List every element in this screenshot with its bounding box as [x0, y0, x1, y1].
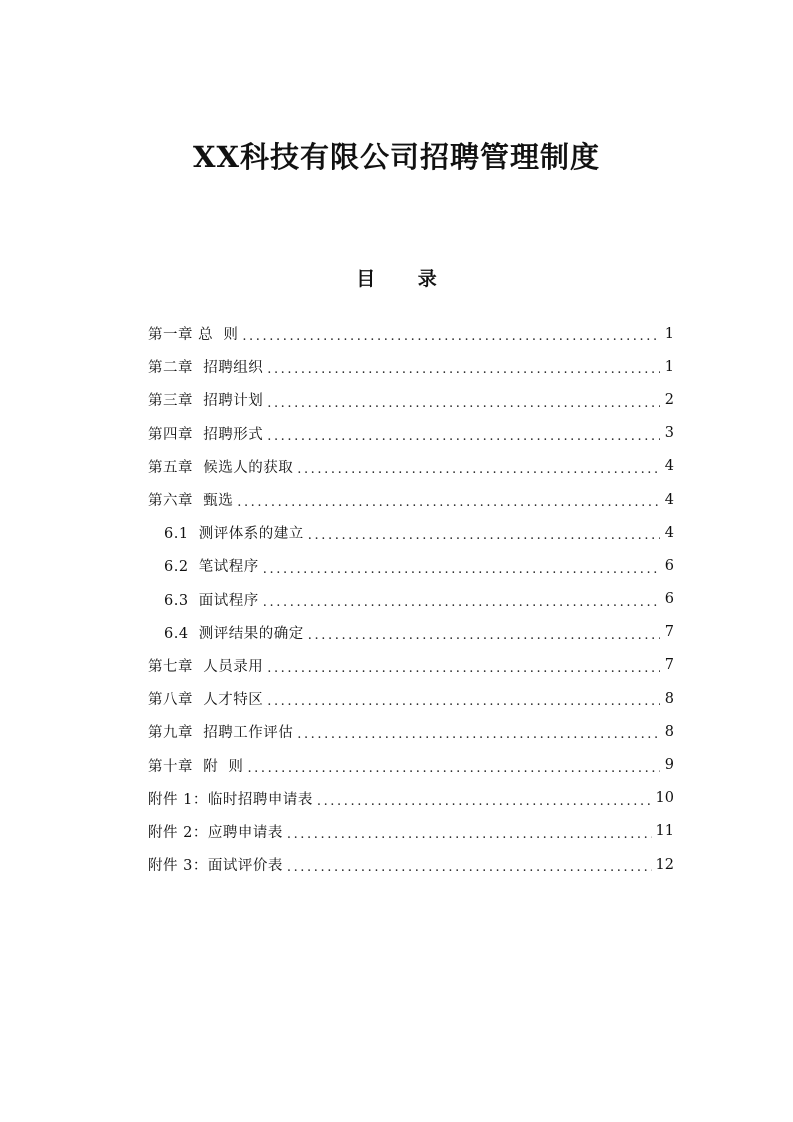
toc-entry[interactable] — [0, 715, 793, 748]
toc-heading: 目 录 — [356, 268, 455, 290]
toc-entry-page: 10 — [655, 790, 674, 807]
toc-dot-leader — [267, 365, 660, 383]
toc-dot-leader — [247, 764, 660, 782]
toc-entry[interactable] — [0, 350, 793, 383]
toc-entry-label: 第四章 招聘形式 — [148, 426, 264, 443]
toc-entry[interactable] — [0, 483, 793, 516]
toc-entry[interactable] — [0, 450, 793, 483]
toc-entry-page: 12 — [655, 856, 674, 873]
toc-entry-label: 第六章 甄选 — [148, 493, 234, 510]
toc-entry-page: 11 — [655, 823, 674, 840]
toc-subentry[interactable] — [0, 616, 793, 649]
toc-entry-label: 6.2 笔试程序 — [164, 559, 259, 576]
toc-dot-leader — [297, 465, 660, 483]
toc-entry-label: 第八章 人才特区 — [148, 692, 264, 709]
toc-entry-label: 附件 3：面试评价表 — [148, 858, 283, 875]
toc-dot-leader — [317, 797, 652, 815]
toc-entry-page: 9 — [664, 757, 674, 774]
toc-dot-leader — [308, 631, 660, 649]
toc-entry-page: 3 — [664, 425, 674, 442]
toc-entry-label: 第七章 人员录用 — [148, 658, 264, 675]
toc-entry-page: 4 — [664, 458, 674, 475]
toc-entry-label: 第二章 招聘组织 — [148, 360, 264, 377]
toc-subentry[interactable] — [0, 516, 793, 549]
toc-dot-leader — [242, 332, 660, 350]
toc-entry-page: 2 — [664, 391, 674, 408]
toc-entry-page: 7 — [664, 657, 674, 674]
toc-entry-page: 7 — [664, 624, 674, 641]
toc-entry[interactable] — [0, 848, 793, 881]
toc-entry[interactable] — [0, 748, 793, 781]
toc-entry-label: 附件 2：应聘申请表 — [148, 824, 283, 841]
toc-entry-page: 6 — [664, 557, 674, 574]
toc-dot-leader — [237, 498, 660, 516]
toc-entry-page: 4 — [664, 524, 674, 541]
toc-dot-leader — [287, 830, 652, 848]
toc-subentry[interactable] — [0, 583, 793, 616]
toc-entry[interactable] — [0, 649, 793, 682]
toc-entry-label: 附件 1：临时招聘申请表 — [148, 791, 313, 808]
toc-dot-leader — [297, 730, 660, 748]
toc-entry-label: 第九章 招聘工作评估 — [148, 725, 294, 742]
toc-entry-page: 8 — [664, 690, 674, 707]
toc-entry[interactable] — [0, 383, 793, 416]
toc-entry-label: 6.3 面试程序 — [164, 592, 259, 609]
toc-dot-leader — [263, 565, 660, 583]
toc-entry-label: 第十章 附 则 — [148, 758, 244, 775]
toc-dot-leader — [287, 863, 652, 881]
toc-subentry[interactable] — [0, 549, 793, 582]
toc-dot-leader — [267, 399, 660, 417]
document-title: XX科技有限公司招聘管理制度 — [192, 140, 600, 174]
toc-dot-leader — [267, 697, 660, 715]
toc-dot-leader — [263, 598, 660, 616]
toc-dot-leader — [308, 531, 660, 549]
toc-entry-label: 第三章 招聘计划 — [148, 393, 264, 410]
toc-entry-label: 第五章 候选人的获取 — [148, 459, 294, 476]
toc-entry-label: 第一章 总 则 — [148, 327, 239, 344]
toc-entry-page: 4 — [664, 491, 674, 508]
toc-dot-leader — [267, 432, 660, 450]
toc-entry[interactable] — [0, 782, 793, 815]
toc-dot-leader — [267, 664, 660, 682]
toc-entry-label: 6.1 测评体系的建立 — [164, 526, 304, 543]
toc-entry[interactable] — [0, 317, 793, 350]
toc-entry-page: 8 — [664, 723, 674, 740]
toc-entry-page: 1 — [664, 325, 674, 342]
toc-entry-page: 1 — [664, 358, 674, 375]
toc-entry[interactable] — [0, 682, 793, 715]
toc-entry[interactable] — [0, 417, 793, 450]
table-of-contents — [0, 317, 793, 881]
toc-entry[interactable] — [0, 815, 793, 848]
toc-entry-page: 6 — [664, 591, 674, 608]
toc-entry-label: 6.4 测评结果的确定 — [164, 625, 304, 642]
